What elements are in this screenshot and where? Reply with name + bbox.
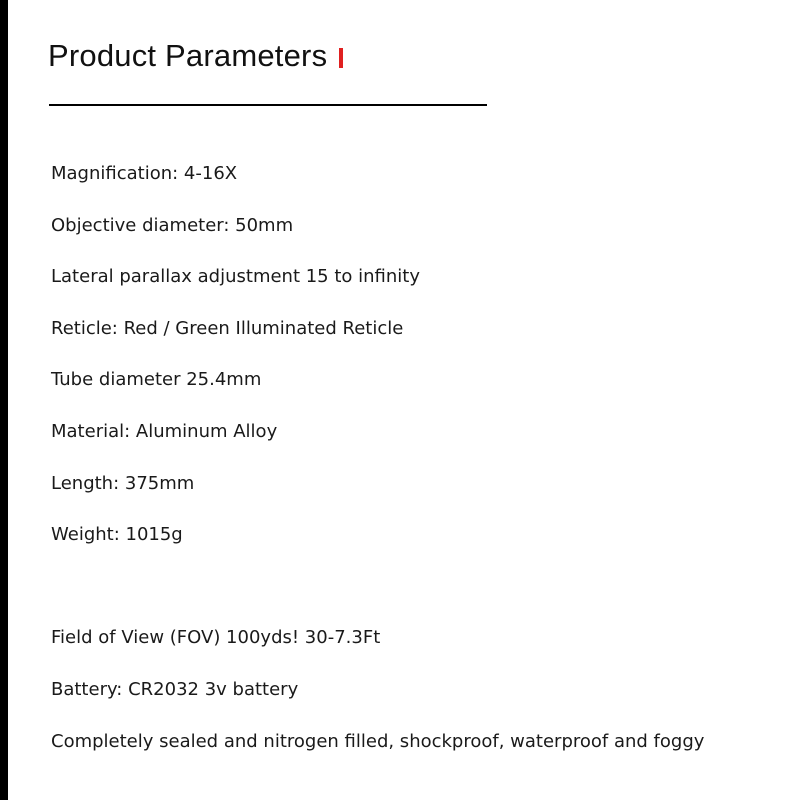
- title-underline: [49, 104, 487, 106]
- param-reticle: Reticle: Red / Green Illuminated Reticle: [51, 318, 404, 339]
- param-magnification: Magnification: 4-16X: [51, 163, 238, 184]
- param-battery: Battery: CR2032 3v battery: [51, 679, 299, 700]
- param-sealing: Completely sealed and nitrogen filled, shockproof, waterproof and foggy: [51, 731, 705, 752]
- title-row: [48, 38, 343, 74]
- param-length: Length: 375mm: [51, 473, 195, 494]
- page-title: Product Parameters: [48, 38, 328, 73]
- param-field-of-view: Field of View (FOV) 100yds! 30-7.3Ft: [51, 627, 381, 648]
- param-objective-diameter: Objective diameter: 50mm: [51, 215, 294, 236]
- title-accent-mark: [339, 48, 343, 68]
- param-weight: Weight: 1015g: [51, 524, 183, 545]
- param-parallax-adjustment: Lateral parallax adjustment 15 to infinity: [51, 266, 421, 287]
- param-material: Material: Aluminum Alloy: [51, 421, 278, 442]
- left-edge-bar: [0, 0, 8, 800]
- param-tube-diameter: Tube diameter 25.4mm: [51, 369, 262, 390]
